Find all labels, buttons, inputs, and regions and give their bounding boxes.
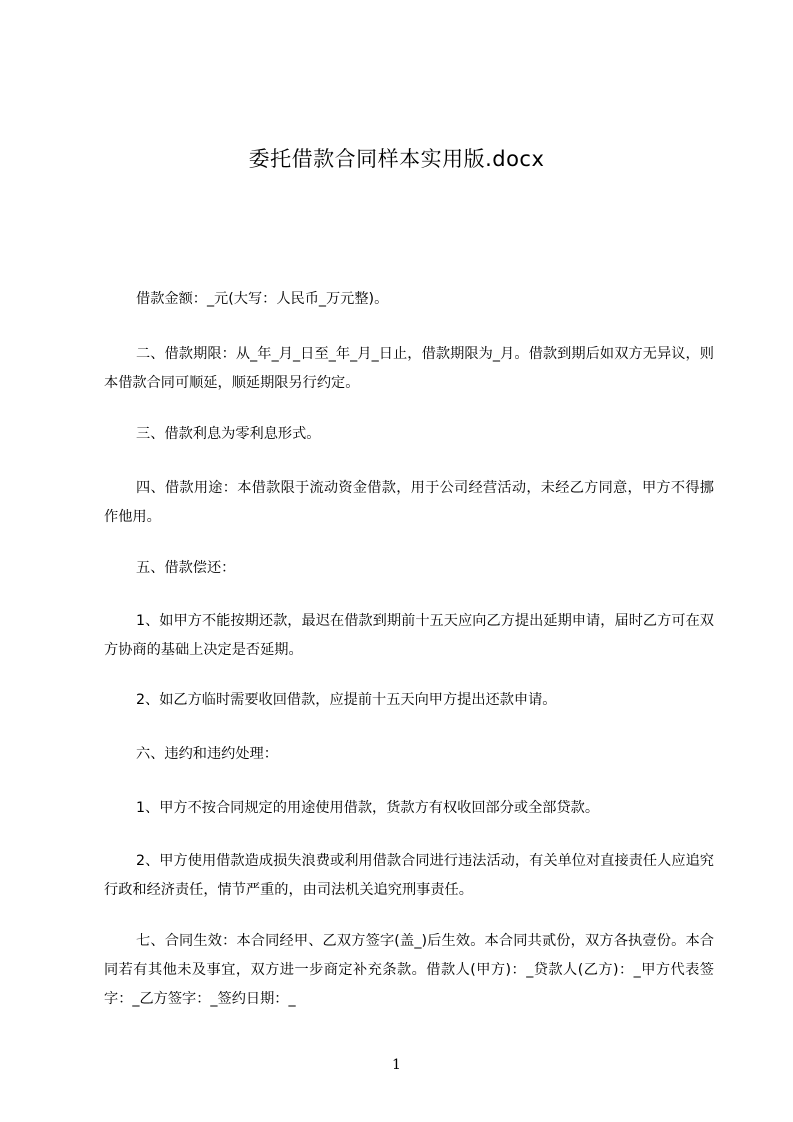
page-number: 1 xyxy=(392,1057,401,1073)
paragraph-repayment-clause-1: 1、如甲方不能按期还款，最迟在借款到期前十五天应向乙方提出延期申请，届时乙方可在双方协商的基础上决定是否延期。 xyxy=(104,613,714,658)
paragraph-effectiveness: 七、合同生效：本合同经甲、乙双方签字(盖_)后生效。本合同共贰份，双方各执壹份。本合同若有其他未及事宜，双方进一步商定补充条款。借款人(甲方)：_贷款人(乙方)：_甲方代表签字：_乙方签字：_签约日期：_ xyxy=(104,933,714,1007)
paragraph-loan-amount: 借款金额：_元(大写：人民币_万元整)。 xyxy=(136,291,389,307)
paragraph-interest: 三、借款利息为零利息形式。 xyxy=(136,426,321,442)
document-title: 委托借款合同样本实用版.docx xyxy=(248,147,545,171)
paragraph-breach-heading: 六、违约和违约处理： xyxy=(136,746,278,762)
paragraph-breach-clause-1: 1、甲方不按合同规定的用途使用借款，货款方有权收回部分或全部贷款。 xyxy=(136,800,600,816)
paragraph-repayment-heading: 五、借款偿还： xyxy=(136,560,236,576)
paragraph-breach-clause-2: 2、甲方使用借款造成损失浪费或利用借款合同进行违法活动，有关单位对直接责任人应追究行政和经济责任，情节严重的，由司法机关追究刑事责任。 xyxy=(104,853,714,898)
paragraph-loan-purpose: 四、借款用途：本借款限于流动资金借款，用于公司经营活动，未经乙方同意，甲方不得挪作他用。 xyxy=(104,480,714,525)
paragraph-repayment-clause-2: 2、如乙方临时需要收回借款，应提前十五天向甲方提出还款申请。 xyxy=(136,692,557,708)
paragraph-loan-term: 二、借款期限：从_年_月_日至_年_月_日止，借款期限为_月。借款到期后如双方无异议，则本借款合同可顺延，顺延期限另行约定。 xyxy=(104,346,714,391)
